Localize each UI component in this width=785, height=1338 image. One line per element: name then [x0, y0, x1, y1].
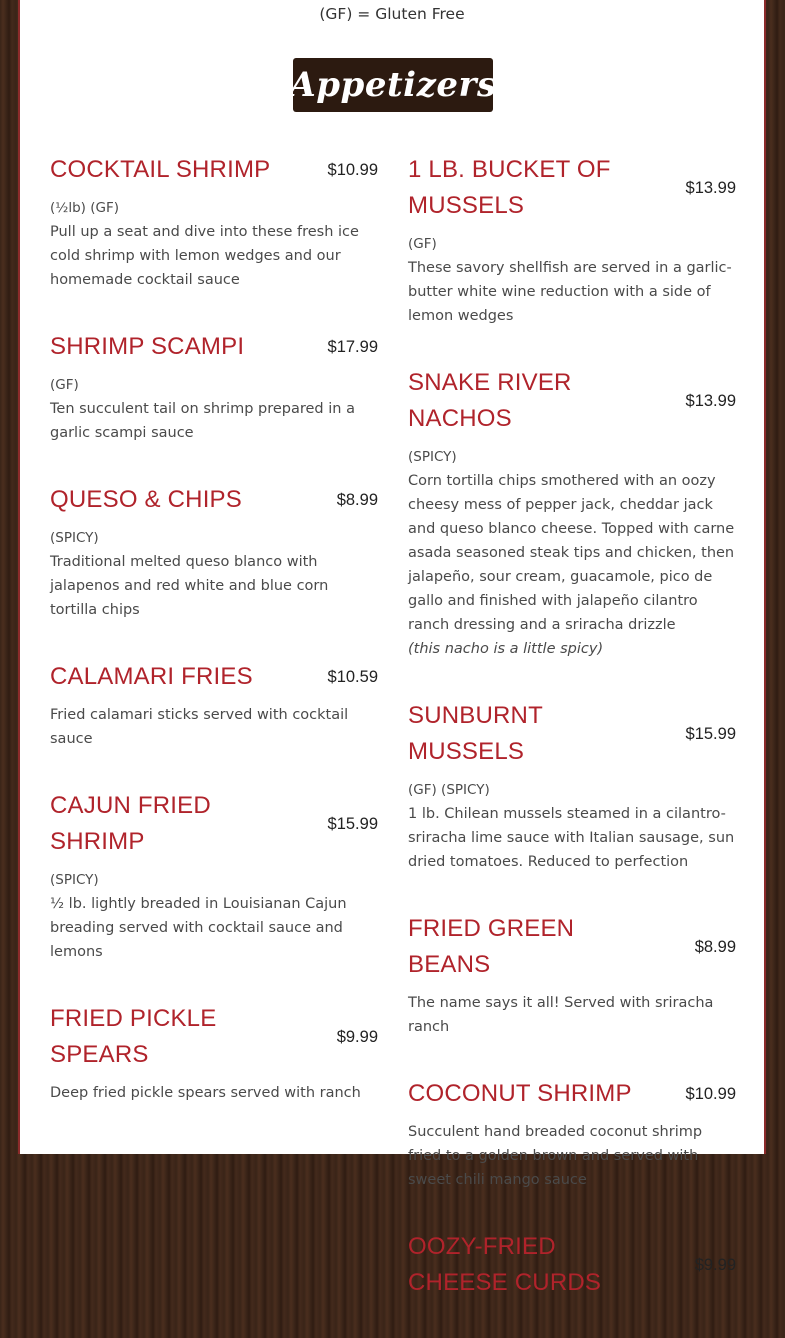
- menu-item-price: $10.99: [685, 1084, 736, 1103]
- menu-item-price: $15.99: [327, 814, 378, 833]
- menu-item-tags: (GF): [408, 236, 437, 252]
- menu-item-name: CALAMARI FRIES: [50, 663, 253, 690]
- menu-item-description: The name says it all! Served with sriracha ranch: [408, 995, 714, 1035]
- menu-item-name: SNAKE RIVER NACHOS: [408, 369, 572, 432]
- menu-item-price: $10.59: [327, 667, 378, 686]
- menu-item-tags: (SPICY): [408, 449, 457, 465]
- menu-item-description: Corn tortilla chips smothered with an oozy cheesy mess of pepper jack, cheddar jack and queso blanco cheese. Topped with carne asada seasoned steak tips and chicken, then jalapeño, sour cream, guacamole, pico de gallo and finished with jalapeño cilantro ranch dressing and a sriracha drizzle: [408, 473, 735, 633]
- menu-item-name: 1 LB. BUCKET OF MUSSELS: [408, 156, 611, 219]
- menu-item-name: CAJUN FRIED SHRIMP: [50, 792, 211, 855]
- menu-item-description: Succulent hand breaded coconut shrimp fried to a golden brown and served with sweet chili mango sauce: [408, 1124, 703, 1188]
- menu-item: [50, 329, 378, 445]
- menu-item-tags: (½lb) (GF): [50, 200, 119, 216]
- menu-item-name: SHRIMP SCAMPI: [50, 333, 245, 360]
- menu-item-name: OOZY-FRIED CHEESE CURDS: [408, 1233, 602, 1296]
- menu-item: [50, 152, 378, 292]
- menu-item: [408, 152, 736, 328]
- menu-item-price: $9.99: [694, 1255, 736, 1274]
- gluten-free-legend: (GF) = Gluten Free: [319, 5, 465, 23]
- menu-item: [408, 1229, 736, 1301]
- menu-item-name: COCKTAIL SHRIMP: [50, 156, 271, 183]
- menu-item-description: 1 lb. Chilean mussels steamed in a cilantro-sriracha lime sauce with Italian sausage, sun dried tomatoes. Reduced to perfection: [408, 806, 735, 870]
- menu-item: [408, 698, 736, 874]
- menu-item-description: Pull up a seat and dive into these fresh ice cold shrimp with lemon wedges and our homemade cocktail sauce: [50, 224, 359, 288]
- menu-item-tags: (SPICY): [50, 530, 99, 546]
- menu-column-right: [408, 152, 736, 1338]
- menu-item: [50, 482, 378, 622]
- section-title: Appetizers: [289, 65, 497, 105]
- menu-item-price: $10.99: [327, 160, 378, 179]
- menu-item: [408, 911, 736, 1039]
- menu-item: [50, 1001, 378, 1105]
- menu-item: [50, 659, 378, 751]
- menu-item-description: Fried calamari sticks served with cocktail sauce: [50, 707, 349, 747]
- menu-item-name: QUESO & CHIPS: [50, 486, 242, 513]
- menu-item: [408, 1076, 736, 1192]
- menu-item-price: $8.99: [694, 937, 736, 956]
- menu-item-description: Traditional melted queso blanco with jalapenos and red white and blue corn tortilla chips: [50, 554, 329, 618]
- menu-item-name: FRIED GREEN BEANS: [408, 915, 575, 978]
- menu-item-description: Ten succulent tail on shrimp prepared in a garlic scampi sauce: [50, 401, 355, 441]
- menu-item-name: COCONUT SHRIMP: [408, 1080, 632, 1107]
- menu-item-tags: (GF): [50, 377, 79, 393]
- menu-page: [18, 0, 766, 1296]
- menu-item-price: $17.99: [327, 337, 378, 356]
- menu-item-tags: (SPICY): [50, 872, 99, 888]
- menu-item-name: SUNBURNT MUSSELS: [408, 702, 543, 765]
- menu-column-left: [50, 152, 378, 1142]
- section-heading-badge: [289, 58, 497, 112]
- menu-item: [50, 788, 378, 964]
- menu-item-price: $13.99: [685, 391, 736, 410]
- menu-item-price: $13.99: [685, 178, 736, 197]
- menu-item-price: $15.99: [685, 724, 736, 743]
- menu-item-name: FRIED PICKLE SPEARS: [50, 1005, 217, 1068]
- menu-item-description: Deep fried pickle spears served with ranch: [50, 1085, 361, 1101]
- menu-item-description: These savory shellfish are served in a garlic-butter white wine reduction with a side of lemon wedges: [408, 260, 732, 324]
- menu-item-price: $9.99: [336, 1027, 378, 1046]
- menu-item-price: $8.99: [336, 490, 378, 509]
- menu-item-tags: (GF) (SPICY): [408, 782, 490, 798]
- menu-item-description: ½ lb. lightly breaded in Louisianan Cajun breading served with cocktail sauce and lemons: [50, 896, 347, 960]
- menu-item: [408, 365, 736, 661]
- menu-item-note: (this nacho is a little spicy): [408, 641, 604, 657]
